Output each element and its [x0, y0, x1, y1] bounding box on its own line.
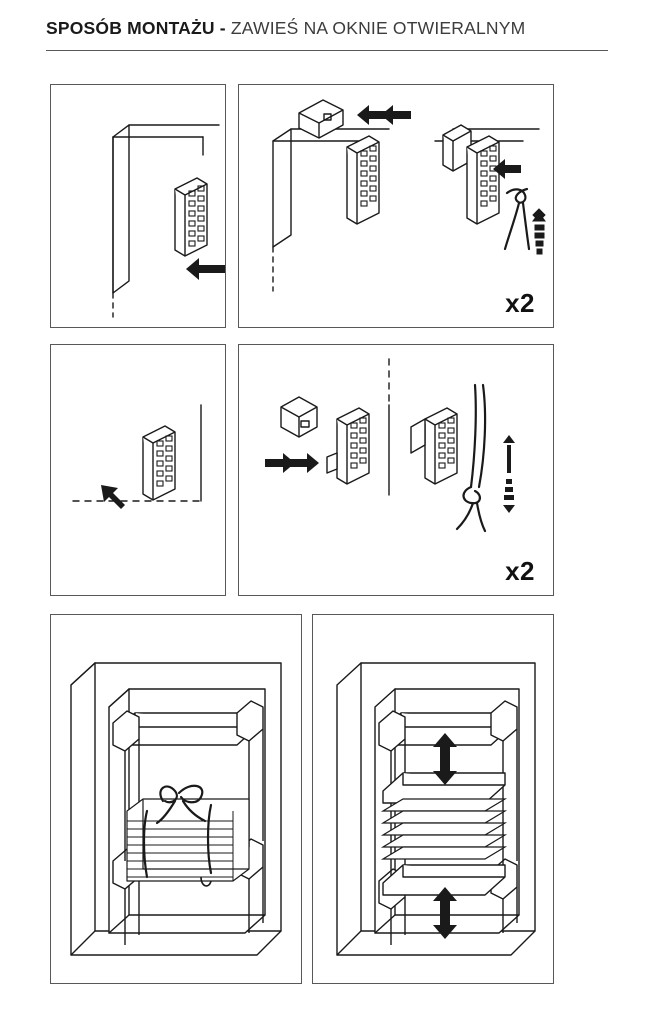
page-header — [46, 16, 608, 54]
diagram-blind-folded — [51, 615, 302, 984]
diagram-bracket-front — [51, 85, 226, 328]
repeat-count-label-bottom: x2 — [505, 556, 535, 586]
page-title — [46, 16, 525, 40]
arrow-icon — [186, 258, 225, 280]
page-title-bold: SPOSÓB MONTAŻU - — [46, 18, 226, 38]
panel-bracket-clip-and-cord-bottom — [238, 344, 554, 596]
repeat-count-label-top: x2 — [505, 288, 535, 318]
diagram-bracket-lower — [51, 345, 226, 596]
diagram-blind-updown — [313, 615, 554, 984]
header-divider — [46, 50, 608, 51]
panel-bracket-on-window-frame-front — [50, 84, 226, 328]
panel-bracket-clip-and-screw-top — [238, 84, 554, 328]
page-title-light: ZAWIEŚ NA OKNIE OTWIERALNYM — [225, 18, 526, 38]
arrow-icon — [101, 485, 125, 509]
panel-blind-operation-up-down — [312, 614, 554, 984]
panel-blind-hung-folded — [50, 614, 302, 984]
panel-bracket-on-window-frame-lower — [50, 344, 226, 596]
arrow-icon — [265, 453, 319, 473]
arrow-icon — [357, 105, 411, 125]
